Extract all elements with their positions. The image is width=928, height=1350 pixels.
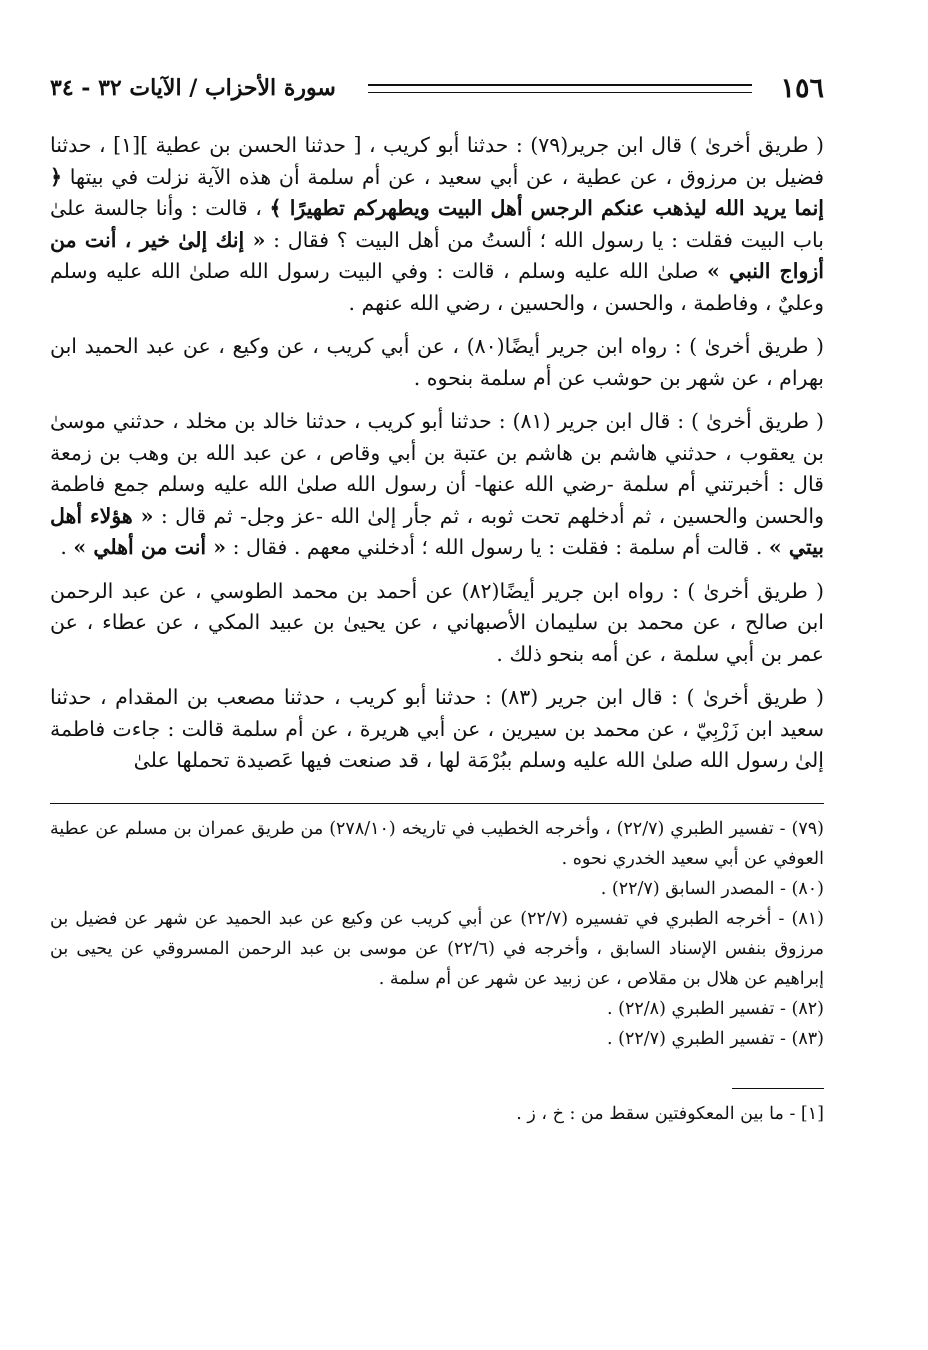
paragraph-text: ، قالت : وأنا جالسة علىٰ باب البيت فقلت : يا رسول الله ؛ ألستُ من أهل البيت ؟ فقال : <box>50 196 824 252</box>
paragraph-text: . <box>60 535 74 559</box>
footnotes <box>50 803 824 1054</box>
paragraph-text: ( طريق أخرىٰ ) قال ابن جرير(٧٩) : حدثنا أبو كريب ، [ حدثنا الحسن بن عطية ][١] ، حدثنا فضيل بن مرزوق ، عن عطية ، عن أبي سعيد ، عن أم سلمة أن هذه الآية نزلت في بيتها <box>50 133 824 189</box>
paragraph <box>50 130 824 319</box>
editor-note-rule <box>732 1088 824 1089</box>
paragraph-text: ( طريق أخرىٰ ) : قال ابن جرير (٨١) : حدثنا أبو كريب ، حدثنا خالد بن مخلد ، حدثني موسىٰ بن يعقوب ، حدثني هاشم بن هاشم بن عتبة بن أبي وقاص ، عن عبد الله بن وهب بن زمعة قال : أخبرتني أم سلمة -رضي الله عنها- أن رسول الله صلىٰ الله عليه وسلم جمع فاطمة والحسن والحسين ، ثم أدخلهم تحت ثوبه ، ثم جأر إلىٰ الله -عز وجل- ثم قال : <box>50 409 824 528</box>
paragraph-text: . قالت أم سلمة : فقلت : يا رسول الله ؛ أدخلني معهم . فقال : <box>226 535 769 559</box>
footnote: (٨١) - أخرجه الطبري في تفسيره (٢٢/٧) عن أبي كريب عن وكيع عن عبد الحميد عن شهر عن فضيل بن مرزوق بنفس الإسناد السابق ، وأخرجه في (٢٢/٦) عن موسى بن عبد الرحمن المسروقي عن يحيى بن إبراهيم عن هلال بن مقلاص ، عن زبيد عن شهر عن أم سلمة . <box>50 908 824 989</box>
paragraph: ( طريق أخرىٰ ) : رواه ابن جرير أيضًا(٨٠) ، عن أبي كريب ، عن وكيع ، عن عبد الحميد ابن بهرام ، عن شهر بن حوشب عن أم سلمة بنحوه . <box>50 334 824 390</box>
header-rule <box>368 84 753 93</box>
editor-note: [١] - ما بين المعكوفتين سقط من : خ ، ز . <box>516 1103 824 1124</box>
paragraph <box>50 406 824 564</box>
footnote: (٨٣) - تفسير الطبري (٢٢/٧) . <box>607 1028 824 1049</box>
paragraph: ( طريق أخرىٰ ) : رواه ابن جرير أيضًا(٨٢) عن أحمد بن محمد الطوسي ، عن عبد الرحمن ابن صالح ، عن محمد بن سليمان الأصبهاني ، عن يحيىٰ بن عبيد المكي ، عن عطاء ، عن عمر بن أبي سلمة ، عن أمه بنحو ذلك . <box>50 578 824 666</box>
page-number: ١٥٦ <box>780 72 824 104</box>
main-text <box>50 130 824 777</box>
hadith-quote: « هؤلاء أهل بيتي » <box>50 503 824 559</box>
footnote: (٧٩) - تفسير الطبري (٢٢/٧) ، وأخرجه الخطيب في تاريخه (٢٧٨/١٠) من طريق عمران بن مسلم عن عطية العوفي عن أبي سعيد الخدري نحوه . <box>50 818 824 869</box>
hadith-quote: « أنت من أهلي » <box>73 535 227 559</box>
paragraph-text: صلىٰ الله عليه وسلم ، قالت : وفي البيت رسول الله صلىٰ الله عليه وسلم وعليٌ ، وفاطمة ، والحسن ، والحسين ، رضي الله عنهم . <box>50 259 824 315</box>
hadith-quote: « إنك إلىٰ خير ، أنت من أزواج النبي » <box>50 227 824 283</box>
footnote: (٨٢) - تفسير الطبري (٢٢/٨) . <box>607 998 824 1019</box>
footnote: (٨٠) - المصدر السابق (٢٢/٧) . <box>600 878 824 899</box>
running-title: سورة الأحزاب / الآيات ٣٢ - ٣٤ <box>50 75 336 101</box>
paragraph: ( طريق أخرىٰ ) : قال ابن جرير (٨٣) : حدثنا أبو كريب ، حدثنا مصعب بن المقدام ، حدثنا سعيد ابن زَرْبِيّ ، عن محمد بن سيرين ، عن أبي هريرة ، عن أم سلمة قالت : جاءت فاطمة إلىٰ رسول الله صلىٰ الله عليه وسلم ببُرْمَة لها ، قد صنعت فيها عَصيدة تحملها علىٰ <box>50 685 824 772</box>
page-header <box>50 66 824 110</box>
quran-verse: ﴿ إنما يريد الله ليذهب عنكم الرجس أهل البيت ويطهركم تطهيرًا ﴾ <box>50 164 825 220</box>
